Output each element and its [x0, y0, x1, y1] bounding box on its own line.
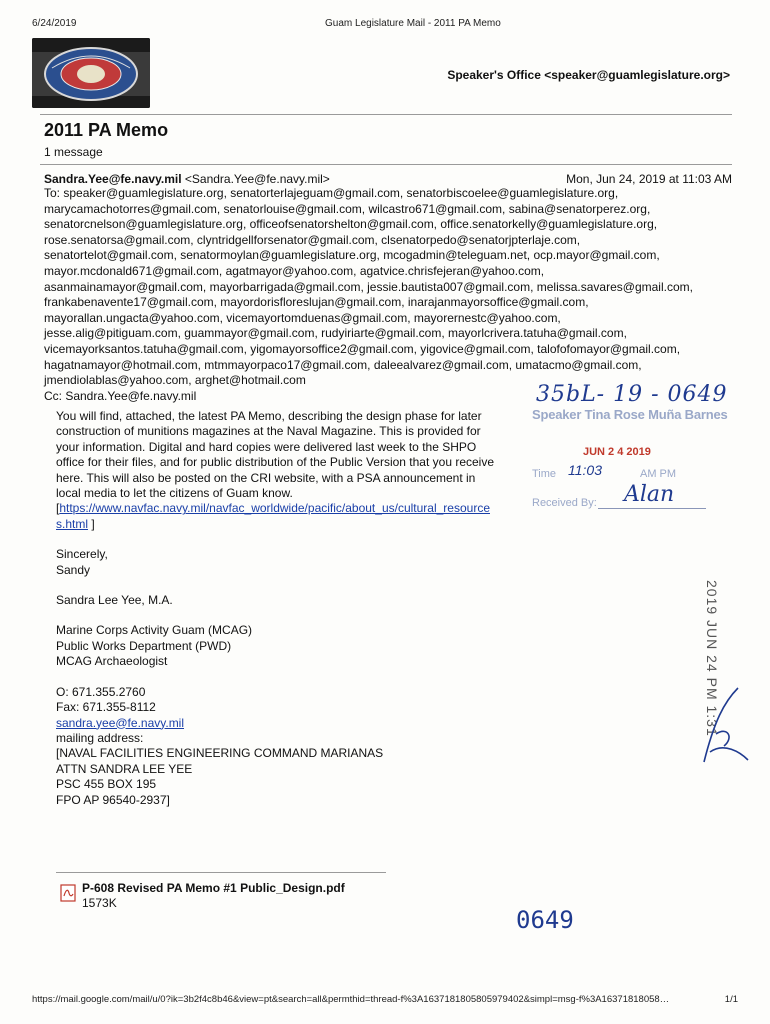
attachment-size: 1573K [82, 896, 117, 910]
message-date: Mon, Jun 24, 2019 at 11:03 AM [566, 172, 732, 186]
signature-phone: O: 671.355.2760 [56, 684, 146, 699]
signature-email-link[interactable]: sandra.yee@fe.navy.mil [56, 715, 185, 730]
message-body [56, 409, 496, 808]
vertical-time-stamp-text: 2019 JUN 24 PM 1:31 [704, 580, 720, 737]
signature-title: MCAG Archaeologist [56, 654, 168, 669]
recipient-line: asanmainamayor@gmail.com, mayorbarrigada@gmail.com, jessie.bautista007@gmail.com, melissa.savares@gmail.com, [44, 279, 693, 294]
attachment-divider [56, 872, 386, 873]
header-divider [40, 114, 732, 115]
link-open-bracket: [ [56, 501, 60, 516]
recipients-block [44, 186, 734, 404]
body-paragraph: You will find, attached, the latest PA Memo, describing the design phase for later construction of munitions magazines at the Naval Magazine. This is provided for your information. Digital and hard copies were delivered last week to the SHPO office for their files, and for public distribution of the Public Version that you receive here. This will also be posted on the CRI website, with a PSA announcement in local media to let the citizens of Guam know. [56, 409, 495, 501]
cultural-resources-link[interactable]: https://www.navfac.navy.mil/navfac_worldwide/pacific/about_us/cultural_resources.html [56, 501, 490, 531]
recipient-line: hagatnamayor@hotmail.com, mtmmayorpaco17@gmail.com, daleealvarez@gmail.com, umatacmo@gmail.com, [44, 357, 642, 372]
recipient-line: senatortelot@gmail.com, senatormoylan@guamlegislature.org, mcogadmin@teleguam.net, ocp.mayor@gmail.com, [44, 248, 660, 263]
body-link-line [56, 501, 496, 532]
received-by-line [598, 508, 706, 509]
recipient-line: marycamachotorres@gmail.com, senatorlouise@gmail.com, wilcastro671@gmail.com, sabina@senatorperez.org, [44, 201, 651, 216]
link-close-bracket: ] [88, 516, 95, 531]
handwritten-signature-mark [694, 682, 756, 772]
mailing-address-line: FPO AP 96540-2937] [56, 792, 170, 807]
from-name: Sandra.Yee@fe.navy.mil [44, 172, 182, 186]
signature-org-line: Marine Corps Activity Guam (MCAG) [56, 623, 253, 638]
recipient-line: jesse.alig@pitiguam.com, guammayor@gmail.com, rudyiriarte@gmail.com, mayorlcrivera.tatuha@gmail.com, [44, 326, 627, 341]
mail-account-sender: Speaker's Office <speaker@guamlegislature.org> [447, 68, 730, 82]
signature-fax: Fax: 671.355-8112 [56, 700, 156, 715]
received-stamp-office: Speaker Tina Rose Muña Barnes [532, 407, 728, 422]
closing: Sincerely, [56, 547, 108, 562]
message-count: 1 message [44, 145, 103, 159]
print-page-title: Guam Legislature Mail - 2011 PA Memo [325, 18, 501, 29]
received-stamp-date: JUN 2 4 2019 [583, 446, 651, 458]
guam-legislature-seal [32, 38, 150, 108]
recipient-line: senatorcnelson@guamlegislature.org, officeofsenatorshelton@gmail.com, office.senatorkelly@guamlegislature.org, [44, 217, 658, 232]
pdf-file-icon [60, 884, 76, 902]
thread-subject: 2011 PA Memo [44, 120, 169, 140]
recipient-line: To: speaker@guamlegislature.org, senatorterlajeguam@gmail.com, senatorbiscoelee@guamlegislature.org, [44, 186, 619, 200]
recipient-line: mayor.mcdonald671@gmail.com, agatmayor@yahoo.com, agatvice.chrisfejeran@yahoo.com, [44, 263, 545, 278]
mailing-address-line: [NAVAL FACILITIES ENGINEERING COMMAND MARIANAS [56, 746, 384, 761]
recipient-line: jmendiolablas@yahoo.com, arghet@hotmail.com [44, 373, 306, 388]
recipient-line: vicemayorksantos.tatuha@gmail.com, yigomayorsoffice2@gmail.com, yigovice@gmail.com, talofofomayor@gmail.com, [44, 341, 681, 356]
attachment-name[interactable]: P-608 Revised PA Memo #1 Public_Design.pdf [82, 881, 345, 895]
stamped-document-number: 0649 [516, 906, 574, 934]
from-address: <Sandra.Yee@fe.navy.mil> [181, 172, 330, 186]
mailing-address-line: PSC 455 BOX 195 [56, 777, 157, 792]
recipient-line: frankabenavente17@gmail.com, mayordorisfloreslujan@gmail.com, inarajanmayorsoffice@gmail.com, [44, 295, 589, 310]
print-page-number: 1/1 [724, 994, 738, 1005]
mailing-address-line: ATTN SANDRA LEE YEE [56, 761, 193, 776]
recipient-line: mayorallan.ungacta@yahoo.com, vicemayortomduenas@gmail.com, mayorernestc@yahoo.com, [44, 310, 561, 325]
closing-name: Sandy [56, 562, 91, 577]
received-by-signature: Alan [624, 482, 675, 507]
cc-line: Cc: Sandra.Yee@fe.navy.mil [44, 388, 197, 403]
signature-org-line: Public Works Department (PWD) [56, 638, 232, 653]
received-stamp-time-value: 11:03 [568, 462, 602, 478]
recipient-line: rose.senatorsa@gmail.com, clyntridgellforsenator@gmail.com, clsenatorpedo@senatorjpterlaje.com, [44, 232, 581, 247]
thread-divider [40, 164, 732, 165]
mailing-address-label: mailing address: [56, 730, 144, 745]
message-from-row [44, 172, 732, 186]
received-by-label: Received By: [532, 497, 597, 509]
signature-name: Sandra Lee Yee, M.A. [56, 593, 173, 608]
received-stamp-time-label: Time [532, 468, 557, 480]
handwritten-document-number: 35bL- 19 - 0649 [536, 382, 728, 407]
print-footer-url: https://mail.google.com/mail/u/0?ik=3b2f4c8b46&view=pt&search=all&permthid=thread-f%3A1637181805805979402&simpl=msg-f%3A16371818058… [32, 994, 670, 1005]
received-stamp-am-pm: AM PM [640, 468, 677, 480]
print-date: 6/24/2019 [32, 18, 77, 29]
